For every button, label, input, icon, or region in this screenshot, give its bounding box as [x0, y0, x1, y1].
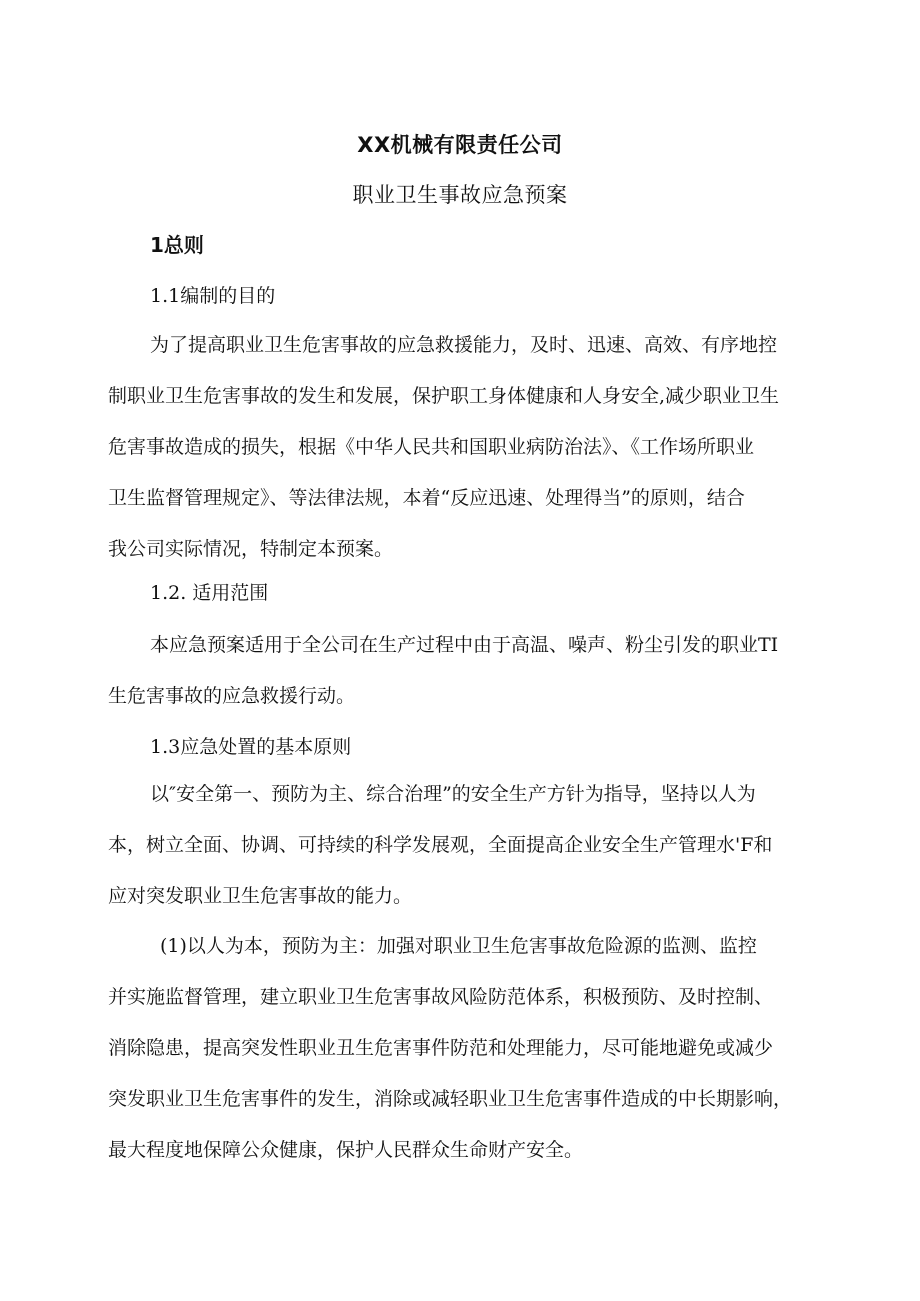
paragraph-line: 并实施监督管理，建立职业卫生危害事故风险防范体系，积极预防、及时控制、: [108, 986, 774, 1008]
paragraph-line: (1)以人为本，预防为主：加强对职业卫生危害事故危险源的监测、监控: [160, 935, 757, 957]
paragraph-line: 以″安全第一、预防为主、综合治理”的安全生产方针为指导，坚持以人为: [150, 783, 756, 805]
paragraph-line: 危害事故造成的损失，根据《中华人民共和国职业病防治法》、《工作场所职业: [108, 436, 755, 458]
section-1-2-paragraph: [108, 620, 820, 722]
section-1-3-paragraph: [108, 769, 820, 922]
document-title: 职业卫生事故应急预案: [352, 183, 568, 207]
paragraph-line: 本，树立全面、协调、可持续的科学发展观，全面提高企业安全生产管理水'F和: [108, 834, 773, 856]
section-1-heading: 1总则: [150, 233, 204, 257]
company-title: XX机械有限责任公司: [357, 133, 563, 157]
paragraph-line: 我公司实际情况，特制定本预案。: [108, 538, 394, 560]
paragraph-line: 应对突发职业卫生危害事故的能力。: [108, 885, 413, 907]
item-1-paragraph: [108, 921, 820, 1176]
paragraph-line: 最大程度地保障公众健康，保护人民群众生命财产安全。: [108, 1139, 584, 1161]
paragraph-line: 消除隐患，提高突发性职业丑生危害事件防范和处理能力，尽可能地避免或减少: [108, 1037, 774, 1059]
paragraph-line: 突发职业卫生危害事件的发生，消除或减轻职业卫生危害事件造成的中长期影响，: [108, 1088, 793, 1110]
paragraph-line: 制职业卫生危害事故的发生和发展，保护职工身体健康和人身安全,减少职业卫生: [108, 385, 780, 407]
paragraph-line: 生危害事故的应急救援行动。: [108, 685, 356, 707]
section-1-3-heading: 1.3应急处置的基本原则: [150, 736, 352, 758]
section-1-1-heading: 1.1编制的目的: [150, 285, 276, 307]
section-1-1-paragraph: [108, 320, 820, 575]
paragraph-line: 本应急预案适用于全公司在生产过程中由于高温、噪声、粉尘引发的职业TI: [150, 634, 779, 656]
paragraph-line: 卫生监督管理规定》、等法律法规，本着“反应迅速、处理得当”的原则，结合: [108, 487, 745, 509]
section-1-2-heading: 1.2. 适用范围: [150, 582, 269, 604]
paragraph-line: 为了提高职业卫生危害事故的应急救援能力，及时、迅速、高效、有序地控: [150, 334, 778, 356]
